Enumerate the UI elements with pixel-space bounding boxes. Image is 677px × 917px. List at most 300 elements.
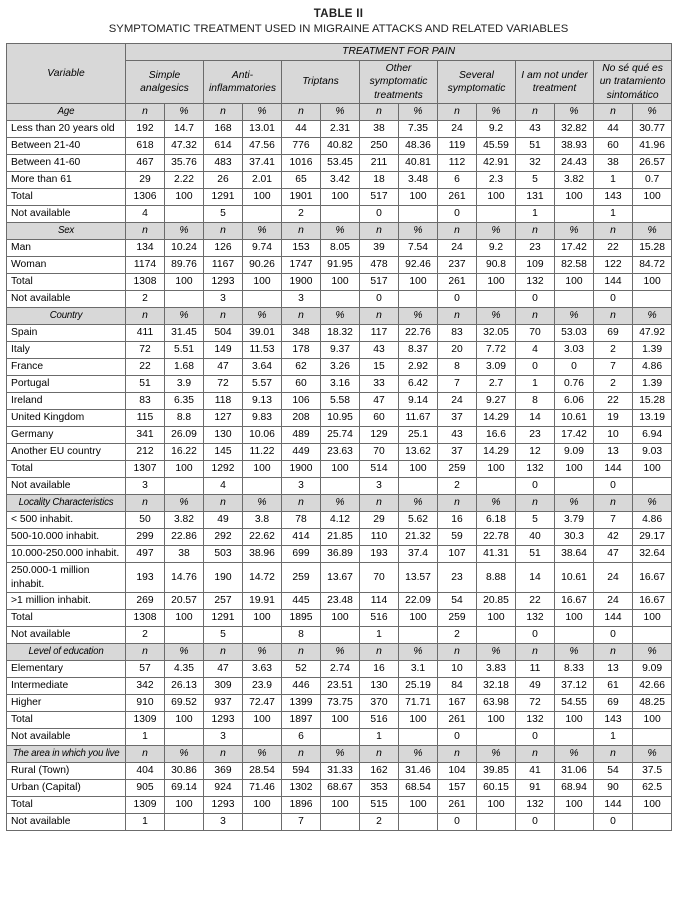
data-cell: 292 <box>204 529 243 546</box>
data-cell: 1307 <box>126 461 165 478</box>
data-cell: 53.03 <box>555 325 594 342</box>
table-row <box>7 660 672 677</box>
data-cell: 132 <box>516 461 555 478</box>
section-header-row <box>7 308 672 325</box>
data-cell: 109 <box>516 257 555 274</box>
data-cell <box>399 291 438 308</box>
subcolumn-header: % <box>321 104 360 121</box>
data-cell: 84 <box>438 677 477 694</box>
data-cell: 10.95 <box>321 410 360 427</box>
data-cell: 100 <box>399 711 438 728</box>
table-row <box>7 796 672 813</box>
data-cell <box>555 291 594 308</box>
subcolumn-header: n <box>360 104 399 121</box>
data-cell: 9.09 <box>555 444 594 461</box>
data-cell: 414 <box>282 529 321 546</box>
data-cell: 16 <box>360 660 399 677</box>
table-row <box>7 694 672 711</box>
data-cell: 126 <box>204 240 243 257</box>
data-cell: 35.76 <box>165 155 204 172</box>
row-label: Rural (Town) <box>7 762 126 779</box>
data-cell: 16.22 <box>165 444 204 461</box>
section-header-row <box>7 223 672 240</box>
data-cell: 13 <box>594 444 633 461</box>
table-row <box>7 206 672 223</box>
data-cell: 50 <box>126 512 165 529</box>
row-label: Not available <box>7 626 126 643</box>
data-cell: 40.81 <box>399 155 438 172</box>
subcolumn-header: n <box>438 223 477 240</box>
data-cell: 192 <box>126 121 165 138</box>
table-row <box>7 325 672 342</box>
row-label: Total <box>7 609 126 626</box>
data-cell: 9.83 <box>243 410 282 427</box>
subcolumn-header: % <box>555 104 594 121</box>
row-label: >1 million inhabit. <box>7 592 126 609</box>
data-cell: 13.19 <box>633 410 672 427</box>
data-cell <box>633 813 672 830</box>
section-name: Country <box>7 308 126 325</box>
data-cell: 41 <box>516 762 555 779</box>
data-cell: 48.25 <box>633 694 672 711</box>
data-cell <box>243 813 282 830</box>
subcolumn-header: % <box>165 643 204 660</box>
subcolumn-header: % <box>321 495 360 512</box>
data-cell <box>321 626 360 643</box>
data-cell: 261 <box>438 189 477 206</box>
data-cell: 3 <box>126 478 165 495</box>
data-cell: 38.96 <box>243 546 282 563</box>
data-cell: 39.85 <box>477 762 516 779</box>
data-cell: 261 <box>438 274 477 291</box>
data-cell: 23.48 <box>321 592 360 609</box>
data-cell <box>555 478 594 495</box>
subcolumn-header: % <box>399 643 438 660</box>
data-cell: 37.12 <box>555 677 594 694</box>
subcolumn-header: % <box>633 223 672 240</box>
subcolumn-header: n <box>282 223 321 240</box>
data-cell: 100 <box>243 461 282 478</box>
data-cell <box>477 206 516 223</box>
data-cell: 261 <box>438 711 477 728</box>
data-cell: 924 <box>204 779 243 796</box>
table-row <box>7 376 672 393</box>
data-cell: 47 <box>204 660 243 677</box>
subcolumn-header: n <box>204 745 243 762</box>
data-cell: 22.09 <box>399 592 438 609</box>
data-cell: 24.43 <box>555 155 594 172</box>
data-cell: 71.46 <box>243 779 282 796</box>
section-name: Level of education <box>7 643 126 660</box>
table-row <box>7 762 672 779</box>
data-cell <box>633 728 672 745</box>
data-cell: 0 <box>516 813 555 830</box>
data-cell: 8.33 <box>555 660 594 677</box>
data-cell: 1895 <box>282 609 321 626</box>
row-label: 10.000-250.000 inhabit. <box>7 546 126 563</box>
data-cell: 54.55 <box>555 694 594 711</box>
data-cell: 261 <box>438 796 477 813</box>
data-cell: 41.31 <box>477 546 516 563</box>
column-group-header: I am not under treatment <box>516 61 594 104</box>
data-cell: 7 <box>594 359 633 376</box>
data-cell: 4.35 <box>165 660 204 677</box>
data-cell: 10 <box>438 660 477 677</box>
data-cell: 14 <box>516 563 555 593</box>
treatment-table <box>6 43 672 831</box>
table-head <box>7 44 672 104</box>
data-cell: 43 <box>516 121 555 138</box>
section-name: Sex <box>7 223 126 240</box>
row-label: < 500 inhabit. <box>7 512 126 529</box>
data-cell: 19 <box>594 410 633 427</box>
subcolumn-header: n <box>204 495 243 512</box>
subcolumn-header: % <box>555 223 594 240</box>
row-label: Spain <box>7 325 126 342</box>
row-label: Total <box>7 274 126 291</box>
table-row <box>7 121 672 138</box>
data-cell: 4.86 <box>633 512 672 529</box>
data-cell: 38 <box>360 121 399 138</box>
data-cell: 5.51 <box>165 342 204 359</box>
data-cell: 5.57 <box>243 376 282 393</box>
data-cell <box>243 728 282 745</box>
data-cell: 100 <box>633 609 672 626</box>
data-cell: 9.27 <box>477 393 516 410</box>
data-cell: 10.06 <box>243 427 282 444</box>
data-cell: 517 <box>360 274 399 291</box>
data-cell: 30.77 <box>633 121 672 138</box>
data-cell: 1293 <box>204 274 243 291</box>
data-cell: 3 <box>282 478 321 495</box>
data-cell: 504 <box>204 325 243 342</box>
data-cell: 3 <box>360 478 399 495</box>
row-label: Total <box>7 711 126 728</box>
data-cell: 100 <box>165 189 204 206</box>
data-cell <box>243 291 282 308</box>
data-cell: 8.05 <box>321 240 360 257</box>
data-cell: 0 <box>594 813 633 830</box>
row-label: Not available <box>7 813 126 830</box>
data-cell: 15.28 <box>633 393 672 410</box>
data-cell: 40.82 <box>321 138 360 155</box>
table-row <box>7 172 672 189</box>
subcolumn-header: % <box>165 308 204 325</box>
data-cell: 0 <box>516 728 555 745</box>
data-cell: 18.32 <box>321 325 360 342</box>
data-cell: 483 <box>204 155 243 172</box>
data-cell: 112 <box>438 155 477 172</box>
data-cell <box>321 728 360 745</box>
data-cell: 22.76 <box>399 325 438 342</box>
data-cell: 6.42 <box>399 376 438 393</box>
table-row <box>7 410 672 427</box>
data-cell: 1 <box>126 728 165 745</box>
data-cell: 9.14 <box>399 393 438 410</box>
data-cell: 1 <box>594 172 633 189</box>
row-label: Portugal <box>7 376 126 393</box>
data-cell: 2.3 <box>477 172 516 189</box>
row-label: United Kingdom <box>7 410 126 427</box>
column-group-header: Simple analgesics <box>126 61 204 104</box>
data-cell <box>321 206 360 223</box>
data-cell: 100 <box>555 796 594 813</box>
data-cell: 51 <box>516 138 555 155</box>
data-cell <box>477 728 516 745</box>
data-cell: 3.83 <box>477 660 516 677</box>
row-label: Woman <box>7 257 126 274</box>
data-cell: 5.62 <box>399 512 438 529</box>
data-cell: 32.18 <box>477 677 516 694</box>
subcolumn-header: % <box>165 223 204 240</box>
subcolumn-header: n <box>438 495 477 512</box>
data-cell: 11.67 <box>399 410 438 427</box>
data-cell: 2 <box>126 291 165 308</box>
data-cell: 6.35 <box>165 393 204 410</box>
row-label: Not available <box>7 206 126 223</box>
data-cell: 0.76 <box>555 376 594 393</box>
data-cell: 22 <box>126 359 165 376</box>
data-cell <box>477 626 516 643</box>
subcolumn-header: n <box>438 104 477 121</box>
table-row <box>7 478 672 495</box>
data-cell: 167 <box>438 694 477 711</box>
data-cell: 1.68 <box>165 359 204 376</box>
data-cell: 2 <box>438 626 477 643</box>
data-cell: 84.72 <box>633 257 672 274</box>
data-cell: 21.85 <box>321 529 360 546</box>
data-cell: 905 <box>126 779 165 796</box>
data-cell: 8 <box>282 626 321 643</box>
data-cell: 13.67 <box>321 563 360 593</box>
data-cell: 26.57 <box>633 155 672 172</box>
data-cell: 14.72 <box>243 563 282 593</box>
data-cell: 9.03 <box>633 444 672 461</box>
subcolumn-header: n <box>204 643 243 660</box>
data-cell: 43 <box>360 342 399 359</box>
data-cell: 69.14 <box>165 779 204 796</box>
data-cell: 144 <box>594 796 633 813</box>
data-cell: 145 <box>204 444 243 461</box>
data-cell: 259 <box>438 609 477 626</box>
data-cell: 0 <box>438 291 477 308</box>
data-cell: 23.63 <box>321 444 360 461</box>
data-cell: 1291 <box>204 609 243 626</box>
data-cell: 250 <box>360 138 399 155</box>
row-label: Between 21-40 <box>7 138 126 155</box>
data-cell: 26.09 <box>165 427 204 444</box>
data-cell: 100 <box>321 796 360 813</box>
data-cell: 44 <box>282 121 321 138</box>
data-cell: 3.42 <box>321 172 360 189</box>
data-cell <box>321 813 360 830</box>
data-cell: 131 <box>516 189 555 206</box>
data-cell: 2 <box>594 342 633 359</box>
data-cell: 594 <box>282 762 321 779</box>
data-cell: 69 <box>594 325 633 342</box>
table-row <box>7 291 672 308</box>
data-cell: 2 <box>360 813 399 830</box>
data-cell: 25.19 <box>399 677 438 694</box>
table-title: TABLE II <box>313 8 364 20</box>
data-cell: 100 <box>555 609 594 626</box>
data-cell: 100 <box>633 461 672 478</box>
data-cell: 49 <box>516 677 555 694</box>
data-cell <box>633 478 672 495</box>
data-cell: 134 <box>126 240 165 257</box>
data-cell: 0 <box>516 478 555 495</box>
data-cell: 110 <box>360 529 399 546</box>
data-cell: 37 <box>438 410 477 427</box>
data-cell: 1 <box>360 626 399 643</box>
subcolumn-header: n <box>516 104 555 121</box>
data-cell: 100 <box>477 609 516 626</box>
data-cell <box>321 291 360 308</box>
data-cell: 65 <box>282 172 321 189</box>
data-cell: 24 <box>594 563 633 593</box>
data-cell: 5.58 <box>321 393 360 410</box>
data-cell: 478 <box>360 257 399 274</box>
data-cell: 0 <box>516 359 555 376</box>
section-header-row <box>7 643 672 660</box>
column-group-header: No sé qué es un tratamiento sintomático <box>594 61 672 104</box>
treatment-for-pain-header: TREATMENT FOR PAIN <box>126 44 672 61</box>
data-cell: 83 <box>438 325 477 342</box>
table-subtitle: SYMPTOMATIC TREATMENT USED IN MIGRAINE ATTACKS AND RELATED VARIABLES <box>108 23 569 35</box>
data-cell: 9.74 <box>243 240 282 257</box>
data-cell: 1174 <box>126 257 165 274</box>
data-cell: 47.32 <box>165 138 204 155</box>
data-cell: 503 <box>204 546 243 563</box>
subcolumn-header: n <box>516 643 555 660</box>
data-cell <box>399 813 438 830</box>
data-cell: 6.18 <box>477 512 516 529</box>
data-cell <box>633 291 672 308</box>
subcolumn-header: n <box>438 745 477 762</box>
row-label: Italy <box>7 342 126 359</box>
data-cell <box>399 626 438 643</box>
subcolumn-header: n <box>594 495 633 512</box>
data-cell: 0 <box>438 206 477 223</box>
table-row <box>7 546 672 563</box>
data-cell: 39 <box>360 240 399 257</box>
data-cell: 1900 <box>282 274 321 291</box>
data-cell: 0 <box>555 359 594 376</box>
data-cell: 12 <box>516 444 555 461</box>
row-label: 500-10.000 inhabit. <box>7 529 126 546</box>
data-cell: 1293 <box>204 711 243 728</box>
data-cell: 353 <box>360 779 399 796</box>
subcolumn-header: % <box>243 223 282 240</box>
data-cell: 100 <box>633 796 672 813</box>
data-cell: 22 <box>594 240 633 257</box>
data-cell <box>165 206 204 223</box>
table-row <box>7 189 672 206</box>
data-cell: 38.93 <box>555 138 594 155</box>
data-cell: 0 <box>438 813 477 830</box>
data-cell: 157 <box>438 779 477 796</box>
row-label: Intermediate <box>7 677 126 694</box>
row-label: Germany <box>7 427 126 444</box>
data-cell: 178 <box>282 342 321 359</box>
row-label: Urban (Capital) <box>7 779 126 796</box>
data-cell: 32 <box>516 155 555 172</box>
data-cell: 3.26 <box>321 359 360 376</box>
data-cell: 89.76 <box>165 257 204 274</box>
data-cell: 22 <box>516 592 555 609</box>
data-cell: 6 <box>282 728 321 745</box>
subcolumn-header: n <box>594 104 633 121</box>
data-cell: 100 <box>243 274 282 291</box>
data-cell: 23 <box>438 563 477 593</box>
row-label: Not available <box>7 291 126 308</box>
data-cell: 1 <box>126 813 165 830</box>
data-cell: 7 <box>438 376 477 393</box>
data-cell: 1747 <box>282 257 321 274</box>
data-cell <box>477 813 516 830</box>
data-cell: 370 <box>360 694 399 711</box>
data-cell: 16.6 <box>477 427 516 444</box>
data-cell: 21.32 <box>399 529 438 546</box>
data-cell: 62.5 <box>633 779 672 796</box>
data-cell: 60 <box>360 410 399 427</box>
data-cell: 1293 <box>204 796 243 813</box>
data-cell: 2.01 <box>243 172 282 189</box>
data-cell: 31.33 <box>321 762 360 779</box>
data-cell: 6.94 <box>633 427 672 444</box>
data-cell: 937 <box>204 694 243 711</box>
data-cell: 25.1 <box>399 427 438 444</box>
data-cell: 7.54 <box>399 240 438 257</box>
data-cell: 1292 <box>204 461 243 478</box>
data-cell: 39.01 <box>243 325 282 342</box>
subcolumn-header: % <box>243 308 282 325</box>
data-cell: 36.89 <box>321 546 360 563</box>
data-cell: 0 <box>594 478 633 495</box>
data-cell: 54 <box>594 762 633 779</box>
data-cell: 0 <box>438 728 477 745</box>
data-cell: 44 <box>594 121 633 138</box>
data-cell: 28.54 <box>243 762 282 779</box>
data-cell: 100 <box>321 609 360 626</box>
subcolumn-header: % <box>165 104 204 121</box>
data-cell: 100 <box>399 461 438 478</box>
section-name: Age <box>7 104 126 121</box>
data-cell: 100 <box>633 274 672 291</box>
data-cell: 1399 <box>282 694 321 711</box>
data-cell <box>165 813 204 830</box>
data-cell: 5 <box>204 626 243 643</box>
data-cell: 309 <box>204 677 243 694</box>
data-cell: 259 <box>438 461 477 478</box>
data-cell: 68.67 <box>321 779 360 796</box>
subcolumn-header: % <box>321 223 360 240</box>
data-cell: 2 <box>594 376 633 393</box>
data-cell: 7 <box>282 813 321 830</box>
data-cell: 497 <box>126 546 165 563</box>
data-cell: 143 <box>594 189 633 206</box>
data-cell: 100 <box>633 189 672 206</box>
data-cell: 342 <box>126 677 165 694</box>
data-cell: 193 <box>360 546 399 563</box>
data-cell: 24 <box>438 393 477 410</box>
data-cell: 153 <box>282 240 321 257</box>
data-cell: 100 <box>165 711 204 728</box>
data-cell: 30.86 <box>165 762 204 779</box>
data-cell: 3 <box>204 728 243 745</box>
data-cell: 10.24 <box>165 240 204 257</box>
data-cell: 1308 <box>126 609 165 626</box>
